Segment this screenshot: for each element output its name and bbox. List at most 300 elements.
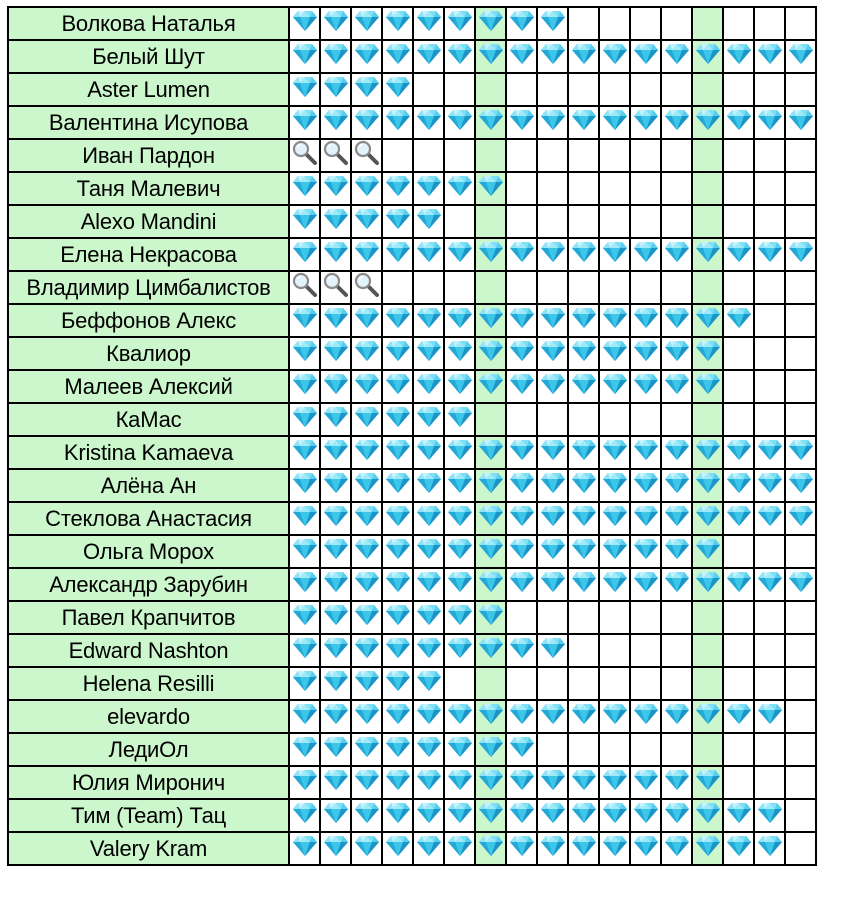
progress-cell xyxy=(568,667,599,700)
progress-cell xyxy=(506,601,537,634)
gem-icon xyxy=(383,109,412,136)
progress-cell xyxy=(413,436,444,469)
gem-icon xyxy=(321,109,350,136)
progress-cell xyxy=(506,7,537,40)
gem-icon xyxy=(476,769,505,796)
progress-cell xyxy=(444,40,475,73)
gem-icon xyxy=(414,604,443,631)
progress-cell xyxy=(506,205,537,238)
progress-cell xyxy=(568,733,599,766)
gem-icon xyxy=(755,472,784,499)
progress-cell xyxy=(320,139,351,172)
progress-cell xyxy=(630,403,661,436)
progress-cell xyxy=(475,172,506,205)
progress-cell xyxy=(289,370,320,403)
gem-icon xyxy=(724,241,753,268)
progress-cell xyxy=(413,403,444,436)
progress-cell xyxy=(568,238,599,271)
progress-cell xyxy=(785,568,816,601)
progress-cell xyxy=(413,139,444,172)
progress-cell xyxy=(723,667,754,700)
progress-table xyxy=(7,6,817,866)
progress-cell xyxy=(630,634,661,667)
progress-cell xyxy=(413,205,444,238)
progress-cell xyxy=(785,733,816,766)
gem-icon xyxy=(755,505,784,532)
progress-cell xyxy=(413,535,444,568)
progress-cell xyxy=(537,436,568,469)
progress-cell xyxy=(382,700,413,733)
progress-cell xyxy=(785,337,816,370)
progress-cell xyxy=(320,601,351,634)
gem-icon xyxy=(414,472,443,499)
table-row xyxy=(8,271,816,304)
participant-name: Александр Зарубин xyxy=(8,568,289,601)
progress-cell xyxy=(537,40,568,73)
progress-cell xyxy=(723,271,754,304)
progress-cell xyxy=(723,205,754,238)
progress-cell xyxy=(320,535,351,568)
progress-cell xyxy=(506,106,537,139)
progress-cell xyxy=(568,601,599,634)
progress-cell xyxy=(475,568,506,601)
gem-icon xyxy=(569,307,598,334)
gem-icon xyxy=(321,373,350,400)
progress-cell xyxy=(475,139,506,172)
progress-cell xyxy=(475,304,506,337)
progress-cell xyxy=(537,733,568,766)
gem-icon xyxy=(321,538,350,565)
gem-icon xyxy=(538,439,567,466)
gem-icon xyxy=(507,241,536,268)
gem-icon xyxy=(538,505,567,532)
gem-icon xyxy=(383,472,412,499)
progress-cell xyxy=(785,238,816,271)
progress-cell xyxy=(568,205,599,238)
progress-cell xyxy=(351,436,382,469)
gem-icon xyxy=(507,736,536,763)
gem-icon xyxy=(662,439,691,466)
progress-cell xyxy=(537,304,568,337)
progress-cell xyxy=(289,700,320,733)
gem-icon xyxy=(476,835,505,862)
progress-cell xyxy=(661,469,692,502)
progress-cell xyxy=(723,634,754,667)
gem-icon xyxy=(445,10,474,37)
progress-cell xyxy=(351,73,382,106)
progress-cell xyxy=(506,370,537,403)
progress-cell xyxy=(599,40,630,73)
table-row xyxy=(8,73,816,106)
progress-cell xyxy=(754,502,785,535)
progress-cell xyxy=(444,7,475,40)
progress-cell xyxy=(785,403,816,436)
participant-name: Alexo Mandini xyxy=(8,205,289,238)
gem-icon xyxy=(507,571,536,598)
progress-cell xyxy=(692,304,723,337)
progress-cell xyxy=(351,601,382,634)
progress-cell xyxy=(785,304,816,337)
gem-icon xyxy=(569,109,598,136)
progress-cell xyxy=(537,535,568,568)
progress-cell xyxy=(382,832,413,865)
progress-cell xyxy=(723,370,754,403)
gem-icon xyxy=(445,736,474,763)
progress-cell xyxy=(351,766,382,799)
gem-icon xyxy=(662,340,691,367)
progress-cell xyxy=(289,733,320,766)
gem-icon xyxy=(755,43,784,70)
progress-cell xyxy=(413,799,444,832)
gem-icon xyxy=(321,505,350,532)
progress-cell xyxy=(413,106,444,139)
progress-cell xyxy=(599,832,630,865)
progress-cell xyxy=(475,469,506,502)
progress-cell xyxy=(444,337,475,370)
table-row xyxy=(8,667,816,700)
progress-cell xyxy=(754,205,785,238)
gem-icon xyxy=(290,637,319,664)
gem-icon xyxy=(445,439,474,466)
progress-cell xyxy=(692,733,723,766)
progress-cell xyxy=(475,667,506,700)
progress-cell xyxy=(661,667,692,700)
progress-cell xyxy=(754,469,785,502)
gem-icon xyxy=(755,703,784,730)
gem-icon xyxy=(569,340,598,367)
progress-cell xyxy=(289,40,320,73)
progress-cell xyxy=(413,40,444,73)
gem-icon xyxy=(538,373,567,400)
gem-icon xyxy=(290,43,319,70)
progress-cell xyxy=(692,535,723,568)
gem-icon xyxy=(476,571,505,598)
gem-icon xyxy=(724,505,753,532)
progress-cell xyxy=(723,106,754,139)
gem-icon xyxy=(352,241,381,268)
gem-icon xyxy=(383,736,412,763)
progress-cell xyxy=(723,502,754,535)
progress-cell xyxy=(599,568,630,601)
gem-icon xyxy=(600,109,629,136)
gem-icon xyxy=(569,43,598,70)
progress-cell xyxy=(630,568,661,601)
gem-icon xyxy=(290,406,319,433)
progress-cell xyxy=(630,106,661,139)
progress-cell xyxy=(692,139,723,172)
progress-cell xyxy=(320,403,351,436)
table-row xyxy=(8,403,816,436)
gem-icon xyxy=(693,43,722,70)
progress-cell xyxy=(692,238,723,271)
gem-icon xyxy=(414,307,443,334)
progress-cell xyxy=(723,601,754,634)
progress-cell xyxy=(568,502,599,535)
progress-cell xyxy=(785,205,816,238)
progress-cell xyxy=(537,73,568,106)
progress-cell xyxy=(785,766,816,799)
progress-cell xyxy=(754,535,785,568)
gem-icon xyxy=(693,307,722,334)
progress-cell xyxy=(351,535,382,568)
progress-cell xyxy=(537,634,568,667)
progress-cell xyxy=(785,601,816,634)
progress-cell xyxy=(444,304,475,337)
progress-cell xyxy=(692,667,723,700)
progress-cell xyxy=(320,73,351,106)
progress-cell xyxy=(630,469,661,502)
progress-cell xyxy=(444,73,475,106)
progress-cell xyxy=(444,502,475,535)
gem-icon xyxy=(507,538,536,565)
progress-cell xyxy=(351,469,382,502)
gem-icon xyxy=(383,703,412,730)
progress-cell xyxy=(692,601,723,634)
gem-icon xyxy=(321,241,350,268)
gem-icon xyxy=(352,802,381,829)
progress-cell xyxy=(382,370,413,403)
progress-cell xyxy=(289,337,320,370)
progress-cell xyxy=(413,502,444,535)
progress-cell xyxy=(661,7,692,40)
gem-icon xyxy=(600,340,629,367)
progress-cell xyxy=(475,370,506,403)
progress-cell xyxy=(599,106,630,139)
participant-name: КаМас xyxy=(8,403,289,436)
gem-icon xyxy=(631,835,660,862)
progress-cell xyxy=(785,502,816,535)
gem-icon xyxy=(445,109,474,136)
progress-cell xyxy=(382,469,413,502)
progress-cell xyxy=(785,40,816,73)
progress-cell xyxy=(506,172,537,205)
progress-cell xyxy=(630,337,661,370)
gem-icon xyxy=(631,307,660,334)
progress-cell xyxy=(599,304,630,337)
progress-cell xyxy=(754,7,785,40)
progress-cell xyxy=(537,403,568,436)
progress-cell xyxy=(630,700,661,733)
progress-cell xyxy=(382,337,413,370)
progress-cell xyxy=(444,403,475,436)
progress-cell xyxy=(723,172,754,205)
gem-icon xyxy=(352,406,381,433)
progress-cell xyxy=(537,271,568,304)
progress-cell xyxy=(289,799,320,832)
progress-cell xyxy=(692,40,723,73)
gem-icon xyxy=(383,43,412,70)
progress-cell xyxy=(382,766,413,799)
progress-cell xyxy=(599,700,630,733)
gem-icon xyxy=(414,802,443,829)
gem-icon xyxy=(724,439,753,466)
gem-icon xyxy=(507,340,536,367)
progress-cell xyxy=(568,73,599,106)
progress-cell xyxy=(506,238,537,271)
gem-icon xyxy=(352,703,381,730)
progress-cell xyxy=(661,139,692,172)
progress-cell xyxy=(351,502,382,535)
progress-cell xyxy=(692,73,723,106)
progress-cell xyxy=(754,172,785,205)
gem-icon xyxy=(445,802,474,829)
gem-icon xyxy=(662,538,691,565)
progress-cell xyxy=(537,370,568,403)
progress-cell xyxy=(785,172,816,205)
gem-icon xyxy=(383,571,412,598)
progress-cell xyxy=(506,733,537,766)
progress-cell xyxy=(754,238,785,271)
gem-icon xyxy=(538,571,567,598)
gem-icon xyxy=(786,505,815,532)
participant-name: Квалиор xyxy=(8,337,289,370)
table-row xyxy=(8,337,816,370)
gem-icon xyxy=(352,439,381,466)
gem-icon xyxy=(569,769,598,796)
progress-cell xyxy=(692,337,723,370)
progress-cell xyxy=(754,403,785,436)
gem-icon xyxy=(290,472,319,499)
progress-cell xyxy=(351,139,382,172)
participant-name: Белый Шут xyxy=(8,40,289,73)
gem-icon xyxy=(631,340,660,367)
gem-icon xyxy=(786,571,815,598)
gem-icon xyxy=(476,472,505,499)
progress-cell xyxy=(785,799,816,832)
gem-icon xyxy=(383,340,412,367)
gem-icon xyxy=(569,439,598,466)
gem-icon xyxy=(538,10,567,37)
progress-cell xyxy=(444,766,475,799)
progress-cell xyxy=(475,106,506,139)
progress-cell xyxy=(351,271,382,304)
gem-icon xyxy=(352,571,381,598)
progress-cell xyxy=(723,535,754,568)
gem-icon xyxy=(507,10,536,37)
gem-icon xyxy=(414,769,443,796)
gem-icon xyxy=(693,340,722,367)
progress-cell xyxy=(661,766,692,799)
gem-icon xyxy=(724,109,753,136)
progress-cell xyxy=(630,766,661,799)
gem-icon xyxy=(414,439,443,466)
gem-icon xyxy=(631,43,660,70)
gem-icon xyxy=(445,637,474,664)
progress-cell xyxy=(537,700,568,733)
progress-cell xyxy=(785,271,816,304)
progress-cell xyxy=(320,7,351,40)
progress-cell xyxy=(785,832,816,865)
gem-icon xyxy=(631,472,660,499)
table-row xyxy=(8,601,816,634)
progress-cell xyxy=(537,601,568,634)
gem-icon xyxy=(693,109,722,136)
progress-cell xyxy=(320,799,351,832)
progress-cell xyxy=(754,799,785,832)
progress-cell xyxy=(475,766,506,799)
gem-icon xyxy=(507,637,536,664)
gem-icon xyxy=(414,538,443,565)
gem-icon xyxy=(507,835,536,862)
progress-cell xyxy=(568,172,599,205)
gem-icon xyxy=(600,505,629,532)
gem-icon xyxy=(693,703,722,730)
progress-cell xyxy=(599,502,630,535)
progress-cell xyxy=(382,436,413,469)
progress-cell xyxy=(568,139,599,172)
participant-name: Тим (Team) Тац xyxy=(8,799,289,832)
gem-icon xyxy=(724,307,753,334)
progress-cell xyxy=(599,205,630,238)
progress-cell xyxy=(475,535,506,568)
gem-icon xyxy=(352,307,381,334)
gem-icon xyxy=(321,769,350,796)
progress-cell xyxy=(413,832,444,865)
progress-cell xyxy=(320,634,351,667)
progress-cell xyxy=(506,403,537,436)
progress-cell xyxy=(537,667,568,700)
progress-cell xyxy=(506,502,537,535)
progress-cell xyxy=(661,271,692,304)
progress-cell xyxy=(320,370,351,403)
progress-cell xyxy=(382,733,413,766)
gem-icon xyxy=(476,439,505,466)
gem-icon xyxy=(724,571,753,598)
gem-icon xyxy=(352,175,381,202)
progress-cell xyxy=(599,733,630,766)
gem-icon xyxy=(383,439,412,466)
progress-cell xyxy=(754,40,785,73)
gem-icon xyxy=(662,571,691,598)
table-row xyxy=(8,700,816,733)
participant-name: Стеклова Анастасия xyxy=(8,502,289,535)
progress-cell xyxy=(692,370,723,403)
progress-cell xyxy=(413,73,444,106)
gem-icon xyxy=(383,802,412,829)
gem-icon xyxy=(662,109,691,136)
gem-icon xyxy=(476,175,505,202)
gem-icon xyxy=(662,472,691,499)
progress-cell xyxy=(568,304,599,337)
progress-cell xyxy=(723,436,754,469)
progress-cell xyxy=(630,733,661,766)
progress-cell xyxy=(506,700,537,733)
progress-cell xyxy=(537,799,568,832)
progress-cell xyxy=(754,271,785,304)
progress-cell xyxy=(444,700,475,733)
gem-icon xyxy=(414,571,443,598)
progress-cell xyxy=(475,40,506,73)
gem-icon xyxy=(352,505,381,532)
gem-icon xyxy=(507,109,536,136)
progress-cell xyxy=(661,601,692,634)
progress-cell xyxy=(754,436,785,469)
progress-cell xyxy=(630,7,661,40)
progress-cell xyxy=(754,700,785,733)
gem-icon xyxy=(662,703,691,730)
progress-cell xyxy=(630,502,661,535)
participant-name: Юлия Миронич xyxy=(8,766,289,799)
magnifier-icon xyxy=(290,140,319,171)
progress-cell xyxy=(785,436,816,469)
progress-cell xyxy=(506,535,537,568)
gem-icon xyxy=(445,835,474,862)
gem-icon xyxy=(414,340,443,367)
gem-icon xyxy=(724,835,753,862)
gem-icon xyxy=(662,769,691,796)
gem-icon xyxy=(290,241,319,268)
progress-cell xyxy=(692,766,723,799)
